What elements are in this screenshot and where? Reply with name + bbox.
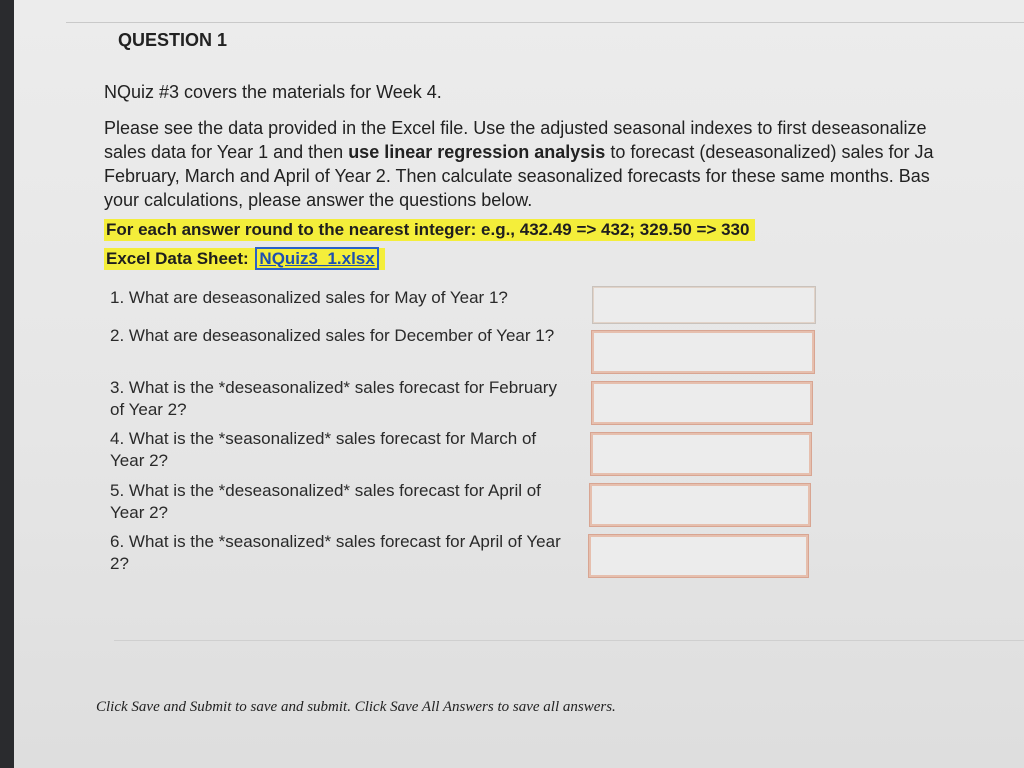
rounding-note: For each answer round to the nearest integer: e.g., 432.49 => 432; 329.50 => 330 — [104, 219, 755, 241]
question-item-4: 4. What is the *seasonalized* sales forecast for March of Year 2? — [110, 429, 537, 470]
question-item-2: 2. What are deseasonalized sales for December of Year 1? — [110, 326, 555, 345]
answer-input-1[interactable] — [592, 286, 816, 324]
question-item-6: 6. What is the *seasonalized* sales forecast for April of Year 2? — [110, 532, 561, 573]
instructions-line-1: Please see the data provided in the Excel file. Use the adjusted seasonal indexes to first deseasonalize — [104, 118, 927, 138]
excel-data-row — [104, 248, 385, 270]
excel-file-link[interactable]: NQuiz3_1.xlsx — [255, 247, 378, 270]
instructions-line-2 — [104, 140, 934, 164]
instructions-line-2-end: to forecast (deseasonalized) sales for Ja — [605, 142, 934, 162]
answer-input-5[interactable] — [589, 483, 811, 527]
quiz-page — [14, 0, 1024, 768]
question-item-3: 3. What is the *deseasonalized* sales forecast for February of Year 2? — [110, 378, 557, 419]
answer-input-6[interactable] — [588, 534, 809, 578]
answer-input-4[interactable] — [590, 432, 812, 476]
instructions-line-4: your calculations, please answer the questions below. — [104, 190, 533, 210]
answer-input-2[interactable] — [591, 330, 815, 374]
question-title: QUESTION 1 — [118, 30, 228, 50]
instructions-line-3: February, March and April of Year 2. Then calculate seasonalized forecasts for these same months. Bas — [104, 166, 930, 186]
excel-label: Excel Data Sheet: — [106, 249, 249, 268]
answer-input-3[interactable] — [591, 381, 813, 425]
question-item-5: 5. What is the *deseasonalized* sales forecast for April of Year 2? — [110, 481, 541, 522]
bottom-divider — [114, 640, 1024, 641]
question-item-1: 1. What are deseasonalized sales for May of Year 1? — [110, 288, 508, 307]
intro-text: NQuiz #3 covers the materials for Week 4. — [104, 82, 442, 102]
top-divider — [66, 22, 1024, 23]
instructions-bold: use linear regression analysis — [348, 142, 606, 162]
instructions-line-2-start: sales data for Year 1 and then — [104, 142, 349, 162]
instructions-paragraph — [104, 116, 934, 212]
save-instructions: Click Save and Submit to save and submit. Click Save All Answers to save all answers. — [96, 699, 616, 715]
